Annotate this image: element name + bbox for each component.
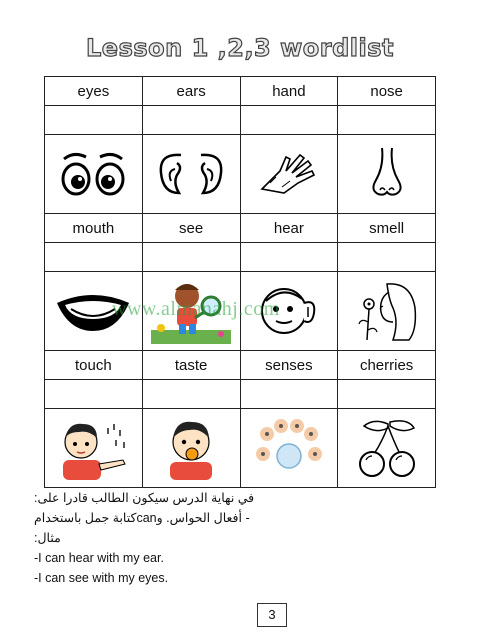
wordlist-table — [44, 76, 436, 488]
picture-cell — [240, 409, 338, 488]
page-title: Lesson 1 ,2,3 wordlist — [86, 34, 394, 62]
word-cell: mouth — [45, 214, 143, 243]
cherries-icon — [352, 416, 422, 480]
table-row — [45, 214, 436, 243]
picture-cell — [45, 409, 143, 488]
page-number: 3 — [257, 603, 287, 627]
table-row — [45, 135, 436, 214]
picture-cell — [240, 135, 338, 214]
table-row — [45, 380, 436, 409]
word-cell: smell — [338, 214, 436, 243]
table-row — [45, 243, 436, 272]
eyes-icon — [58, 149, 128, 199]
blank-cell — [338, 380, 436, 409]
picture-cell — [142, 135, 240, 214]
watermark: www.almanahj.com — [112, 298, 280, 320]
ear-icon — [153, 149, 229, 199]
picture-cell — [338, 135, 436, 214]
word-cell: hear — [240, 214, 338, 243]
table-row — [45, 351, 436, 380]
table-row — [45, 77, 436, 106]
word-cell: hand — [240, 77, 338, 106]
word-cell: eyes — [45, 77, 143, 106]
nose-icon — [362, 146, 412, 202]
notes-line: في نهاية الدرس سيكون الطالب قادرا على: — [34, 491, 255, 505]
word-cell: touch — [45, 351, 143, 380]
boy-touching-rain-icon — [53, 416, 133, 480]
blank-cell — [45, 380, 143, 409]
notes-line: مثال: — [34, 531, 61, 545]
blank-cell — [142, 380, 240, 409]
senses-diagram-icon — [249, 416, 329, 480]
picture-cell — [45, 135, 143, 214]
picture-cell — [338, 272, 436, 351]
word-cell: ears — [142, 77, 240, 106]
blank-cell — [142, 243, 240, 272]
word-cell: cherries — [338, 351, 436, 380]
blank-cell — [240, 243, 338, 272]
word-cell: senses — [240, 351, 338, 380]
blank-cell — [240, 380, 338, 409]
blank-cell — [338, 106, 436, 135]
lesson-notes — [34, 488, 414, 588]
picture-cell — [142, 409, 240, 488]
blank-cell — [338, 243, 436, 272]
example-sentence: -I can see with my eyes. — [34, 571, 169, 585]
picture-cell — [338, 409, 436, 488]
word-cell: see — [142, 214, 240, 243]
blank-cell — [45, 106, 143, 135]
blank-cell — [45, 243, 143, 272]
table-row — [45, 409, 436, 488]
blank-cell — [142, 106, 240, 135]
hand-icon — [256, 149, 322, 199]
blank-cell — [240, 106, 338, 135]
table-row — [45, 106, 436, 135]
word-cell: taste — [142, 351, 240, 380]
girl-smelling-flower-icon — [349, 278, 425, 344]
example-sentence: -I can hear with my ear. — [34, 551, 164, 565]
word-cell: nose — [338, 77, 436, 106]
boy-eating-icon — [158, 416, 224, 480]
notes-line: - أفعال الحواس. وcanكتابة جمل باستخدام — [34, 511, 250, 525]
